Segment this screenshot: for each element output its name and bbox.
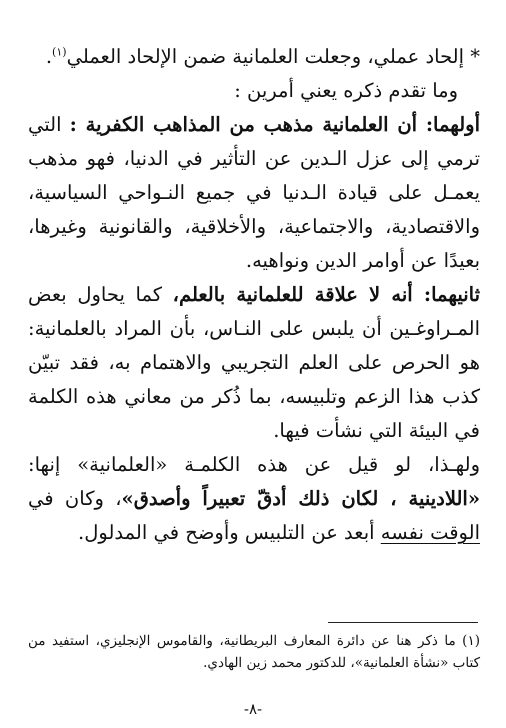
paragraph-5-mid: ، وكان في: [28, 487, 122, 510]
paragraph-5-end: أبعد عن التلبيس وأوضح في المدلول.: [78, 521, 375, 544]
paragraph-5-bold: «اللادينية ، لكان ذلك أدقّ تعبيراً وأصدق»: [121, 487, 481, 510]
footnote-ref: (١): [52, 45, 67, 59]
footnote: (١) ما ذكر هنا عن دائرة المعارف البريطانية، والقاموس الإنجليزي، استفيد من كتاب «نشأة العلمانية»، للدكتور محمد زين الهادي.: [28, 633, 480, 671]
paragraph-1-end: .: [45, 45, 53, 68]
paragraph-5: [28, 448, 480, 550]
page-number: -٨-: [243, 700, 263, 718]
paragraph-1-text: * إلحاد عملي، وجعلت العلمانية ضمن الإلحاد العملي: [66, 45, 480, 68]
paragraph-3-lead: أولهما: أن العلمانية مذهب من المذاهب الكفرية :: [69, 113, 481, 136]
paragraph-4-text: كما يحاول بعض المـراوغـين أن يلبس على النـاس، بأن المراد بالعلمانية: هو الحرص على العلم التجريبي والاهتمام به، فقد تبيّن كذب هذا الزعم وتلبيسه، بما ذُكر من معاني هذه الكلمة في البيئة التي نشأت فيها.: [28, 283, 480, 442]
paragraph-5-underlined: الوقت نفسه: [380, 521, 480, 544]
paragraph-2: وما تقدم ذكره يعني أمرين :: [234, 79, 458, 102]
paragraph-3: [28, 108, 480, 278]
paragraph-4: [28, 278, 480, 448]
paragraph-5-start: ولهـذا، لو قيل عن هذه الكلمـة «العلمانية» إنها:: [28, 453, 480, 476]
paragraph-1: [28, 40, 480, 74]
main-text-block: [28, 40, 480, 550]
footnote-divider: [328, 622, 478, 623]
paragraph-3-text: التي ترمي إلى عزل الـدين عن التأثير في الدنيا، فهو مذهب يعمـل على قيادة الـدنيا في جميع النـواحي السياسية، والاقتصادية، والاجتماعية، والأخلاقية، والقانونية وغيرها، بعيدًا عن أوامر الدين ونواهيه.: [28, 113, 480, 272]
paragraph-4-lead: ثانيهما: أنه لا علاقة للعلمانية بالعلم،: [172, 283, 480, 306]
